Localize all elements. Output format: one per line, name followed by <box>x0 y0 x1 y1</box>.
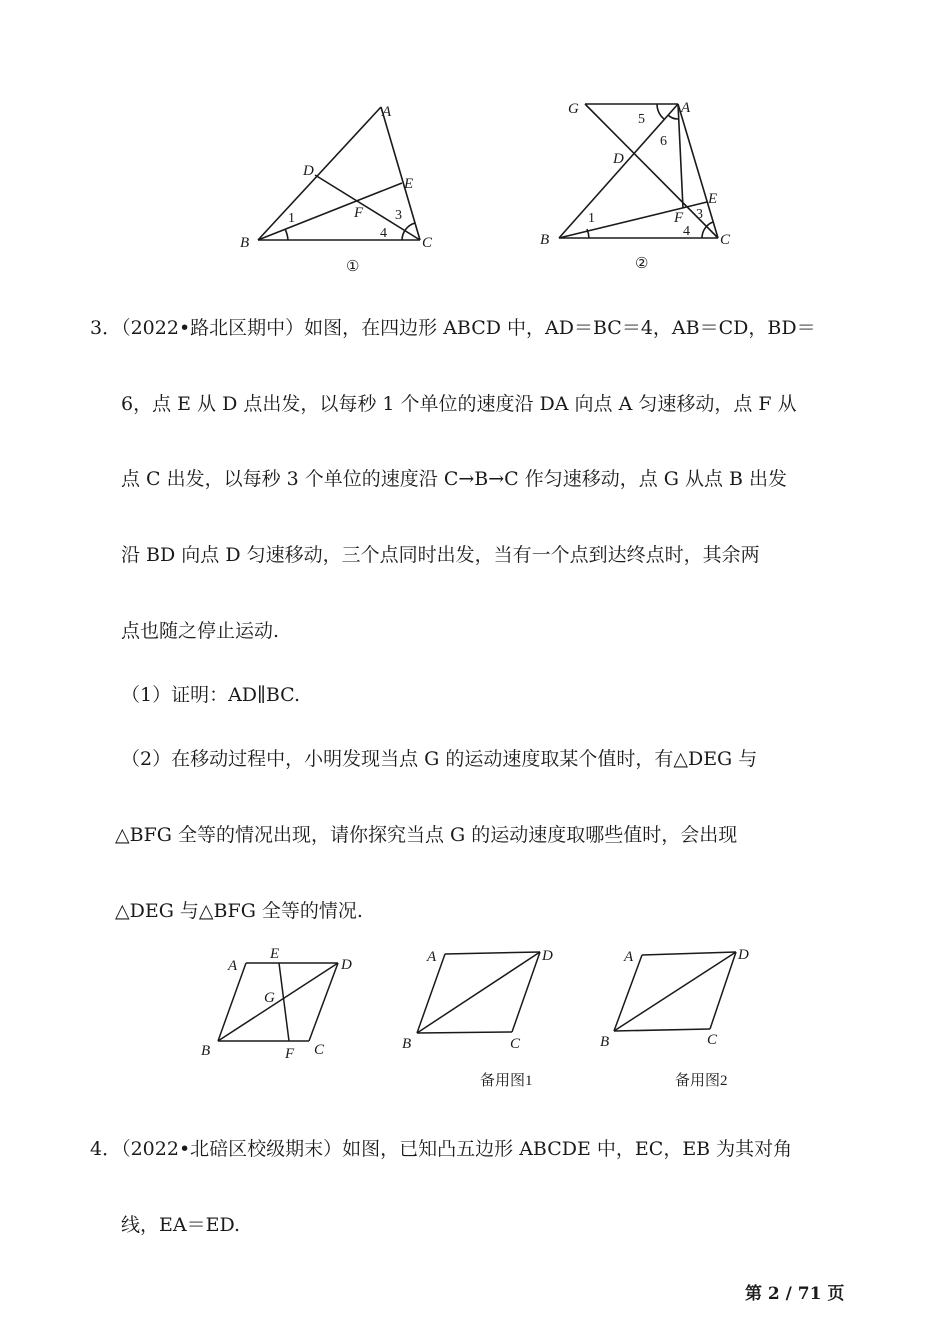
p3-line2: 6，点 E 从 D 点出发，以每秒 1 个单位的速度沿 DA 向点 A 匀速移动，点 F 从 <box>121 393 797 415</box>
seg-BD <box>218 963 338 1041</box>
label-B: B <box>240 235 250 251</box>
label-A: A <box>624 949 634 965</box>
p3-part1: （1）证明：AD∥BC. <box>121 684 301 706</box>
arc-1 <box>285 229 288 240</box>
figure-spare-1 <box>395 940 565 1095</box>
p4-line1: 4．（2022•北碚区校级期末）如图，已知凸五边形 ABCDE 中，EC，EB 为其对角 <box>90 1138 793 1160</box>
seg-AB <box>559 104 678 238</box>
seg-AD <box>642 952 736 955</box>
label-F: F <box>285 1046 295 1062</box>
label-A: A <box>228 958 238 974</box>
label-D: D <box>341 957 352 973</box>
label-G: G <box>264 990 275 1006</box>
label-F: F <box>354 205 364 221</box>
label-C: C <box>510 1036 521 1052</box>
angle-1: 1 <box>588 211 595 226</box>
figure-main-parallelogram <box>195 940 375 1070</box>
label-B: B <box>540 232 550 248</box>
seg-DC <box>512 952 540 1032</box>
seg-AB <box>614 955 642 1031</box>
caption-spare-2: 备用图2 <box>675 1073 728 1089</box>
angle-4: 4 <box>380 226 387 241</box>
page-number: 第 2 / 71 页 <box>745 1284 845 1304</box>
caption-spare-1: 备用图1 <box>480 1073 533 1089</box>
figure-2 <box>535 90 745 270</box>
p3-part2-line2: △BFG 全等的情况出现，请你探究当点 G 的运动速度取哪些值时，会出现 <box>115 824 738 846</box>
arc-5 <box>657 104 664 119</box>
label-E: E <box>270 946 280 962</box>
p4-line2: 线，EA＝ED. <box>121 1214 241 1236</box>
seg-AD <box>445 952 540 954</box>
arc-3-4 <box>402 223 415 240</box>
seg-BC <box>417 1032 512 1033</box>
angle-5: 5 <box>638 112 645 127</box>
angle-3: 3 <box>395 208 402 223</box>
p3-part2-line1: （2）在移动过程中，小明发现当点 G 的运动速度取某个值时，有△DEG 与 <box>121 748 758 770</box>
p3-line3: 点 C 出发，以每秒 3 个单位的速度沿 C→B→C 作匀速移动，点 G 从点 B 出发 <box>121 468 788 490</box>
seg-DC <box>710 952 736 1029</box>
seg-AB <box>218 963 246 1041</box>
caption-1: ① <box>346 259 360 275</box>
label-B: B <box>600 1034 610 1050</box>
label-E: E <box>708 191 718 207</box>
seg-EF <box>279 963 289 1041</box>
caption-2: ② <box>635 256 649 270</box>
label-C: C <box>707 1032 718 1048</box>
label-D: D <box>542 948 553 964</box>
angle-1: 1 <box>288 211 295 226</box>
label-B: B <box>201 1043 211 1059</box>
seg-AB <box>417 954 445 1033</box>
label-C: C <box>314 1042 325 1058</box>
label-A: A <box>382 104 392 120</box>
p3-line4: 沿 BD 向点 D 匀速移动，三个点同时出发，当有一个点到达终点时，其余两 <box>121 544 760 566</box>
label-E: E <box>404 176 414 192</box>
label-A: A <box>681 100 691 116</box>
p3-line5: 点也随之停止运动. <box>121 620 280 642</box>
seg-DC <box>309 963 338 1041</box>
label-A: A <box>427 949 437 965</box>
angle-4: 4 <box>683 224 690 239</box>
p3-part2-line3: △DEG 与△BFG 全等的情况. <box>115 900 363 922</box>
label-B: B <box>402 1036 412 1052</box>
label-D: D <box>613 151 624 167</box>
angle-6: 6 <box>660 134 667 149</box>
label-F: F <box>674 210 684 226</box>
seg-BC <box>614 1029 710 1031</box>
arc-6 <box>668 115 678 119</box>
figure-1 <box>230 95 440 275</box>
label-C: C <box>422 235 433 251</box>
p3-line1: 3．（2022•路北区期中）如图，在四边形 ABCD 中，AD＝BC＝4，AB＝CD，BD＝ <box>90 317 816 339</box>
label-C: C <box>720 232 731 248</box>
angle-3: 3 <box>696 207 703 222</box>
label-D: D <box>738 947 749 963</box>
label-G: G <box>568 101 579 117</box>
label-D: D <box>303 163 314 179</box>
figure-spare-2 <box>595 940 765 1095</box>
